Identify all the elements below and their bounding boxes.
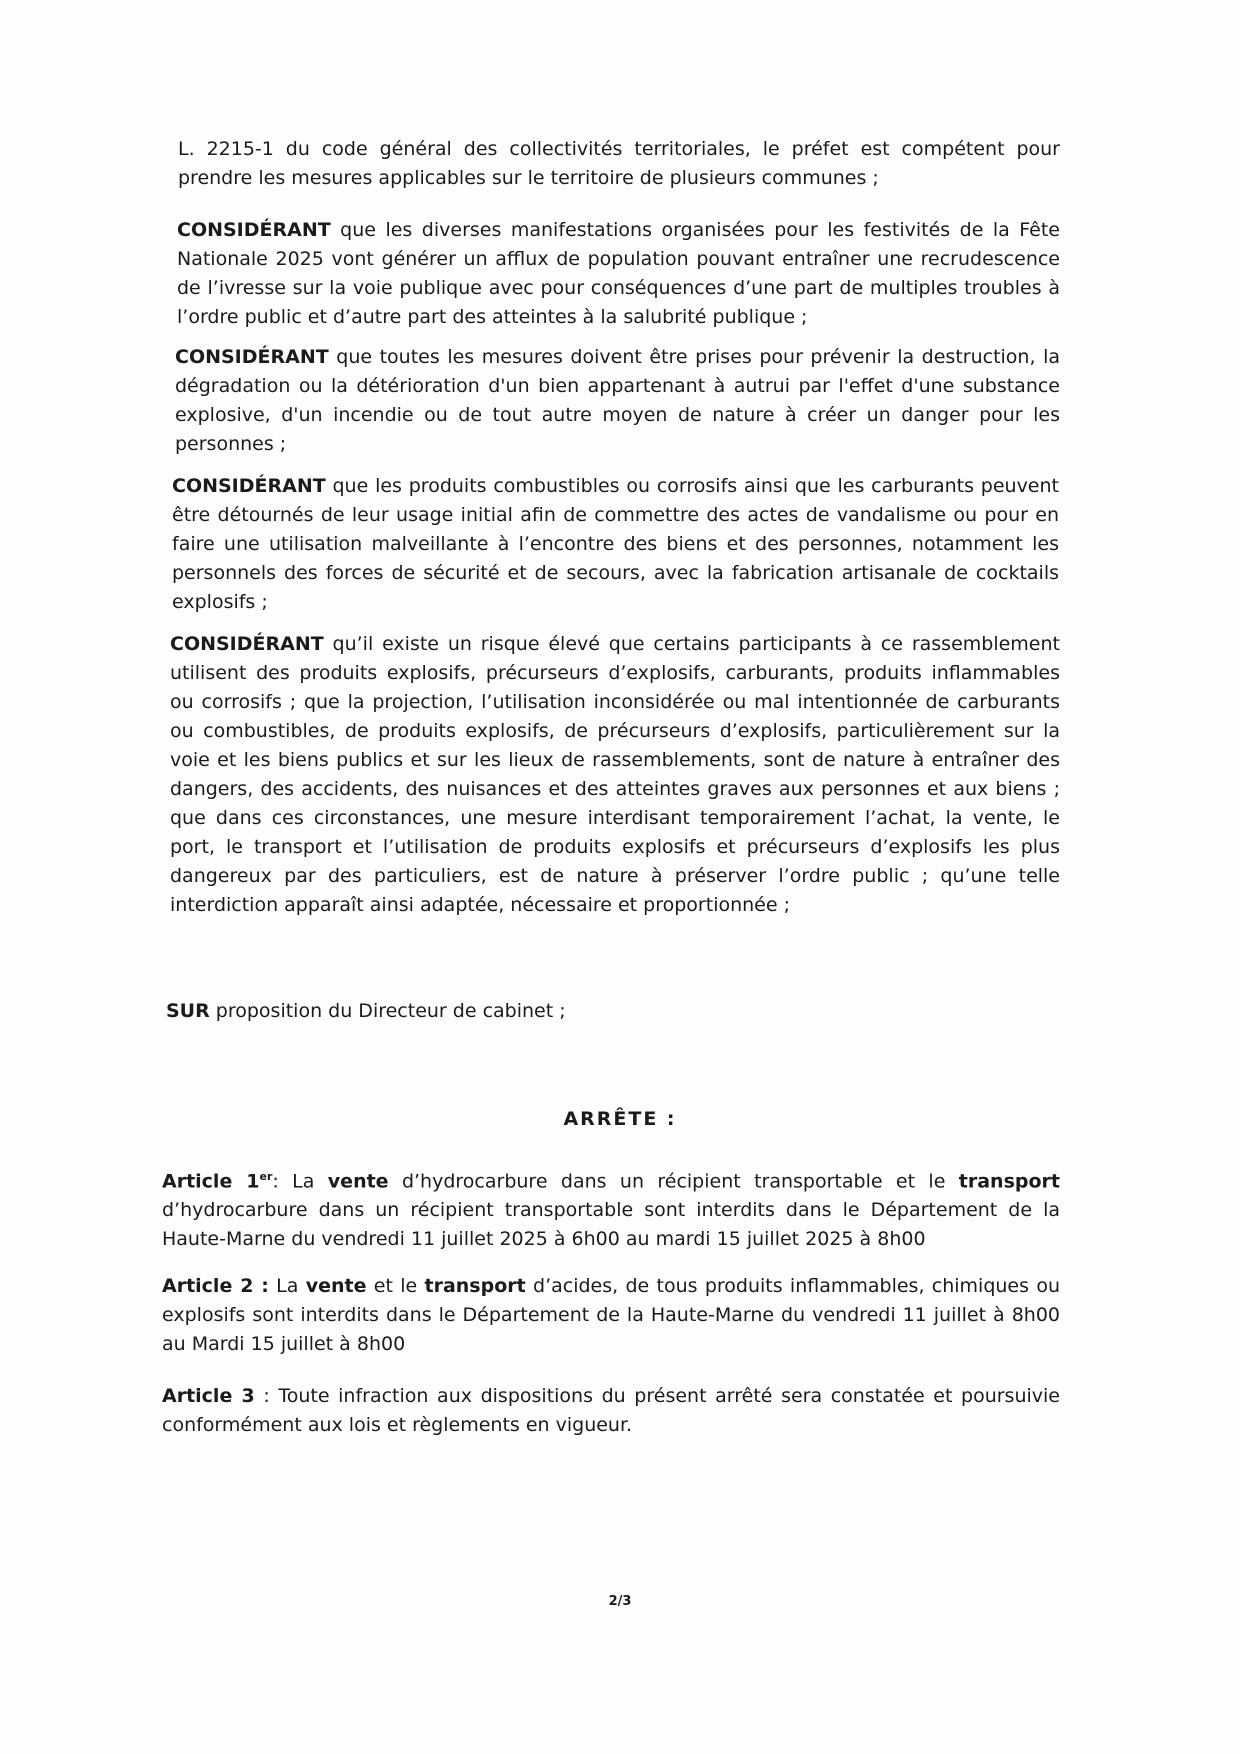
- arrete-heading: ARRÊTE :: [563, 1108, 677, 1130]
- considerant-text: qu’il existe un risque élevé que certains participants à ce rassemblement utilisent des produits explosifs, précurseurs d’explosifs, carburants, produits inflammables ou corrosifs ; que la projection, l’utilisation inconsidérée ou mal intentionnée de carburants ou combustibles, de produits explosifs, de précurseurs d’explosifs, particulièrement sur la voie et les biens publics et sur les lieux de rassemblements, sont de nature à entraîner des dangers, des accidents, des nuisances et des atteintes graves aux personnes et aux biens ; que dans ces circonstances, une mesure interdisant temporairement l’achat, la vente, le port, le transport et l’utilisation de produits explosifs et précurseurs d’explosifs les plus dangereux par des particuliers, est de nature à préserver l’ordre public ; qu’une telle interdiction apparaît ainsi adaptée, nécessaire et proportionnée ;: [170, 633, 1060, 916]
- intro-paragraph: [178, 135, 1060, 193]
- considerant-keyword: CONSIDÉRANT: [177, 219, 331, 241]
- article-superscript: er: [259, 1170, 273, 1183]
- considerant-text: que toutes les mesures doivent être prises pour prévenir la destruction, la dégradation ou la détérioration d'un bien appartenant à autrui par l'effet d'une substance explosive, d'un incendie ou de tout autre moyen de nature à créer un danger pour les personnes ;: [175, 346, 1060, 455]
- article-text: La: [268, 1275, 306, 1297]
- article-text: : La: [272, 1170, 328, 1193]
- sur-proposition-paragraph: [166, 997, 1056, 1026]
- intro-text: L. 2215-1 du code général des collectivités territoriales, le préfet est compétent pour prendre les mesures applicables sur le territoire de plusieurs communes ;: [178, 138, 1060, 189]
- sur-text: proposition du Directeur de cabinet ;: [209, 1000, 566, 1022]
- article-label: Article 1: [162, 1170, 260, 1193]
- article-1: [162, 1162, 1060, 1254]
- considerant-paragraph-3: [172, 472, 1059, 617]
- sur-keyword: SUR: [166, 1000, 210, 1022]
- article-bold-term: transport: [958, 1170, 1060, 1193]
- article-label: Article 3: [162, 1385, 255, 1407]
- article-text: et le: [366, 1275, 425, 1297]
- article-text: d’hydrocarbure dans un récipient transportable et le: [388, 1170, 959, 1193]
- considerant-paragraph-1: [177, 216, 1060, 332]
- page-number: 2/3: [608, 1594, 632, 1609]
- article-text: d’acides, de tous produits inflammables, chimiques ou explosifs sont interdits dans le Département de la Haute-Marne du vendredi 11 juillet à 8h00 au Mardi 15 juillet à 8h00: [162, 1275, 1060, 1355]
- article-text: d’hydrocarbure dans un récipient transportable sont interdits dans le Département de la Haute-Marne du vendredi 11 juillet 2025 à 6h00 au mardi 15 juillet 2025 à 8h00: [162, 1199, 1060, 1251]
- considerant-paragraph-2: [175, 343, 1060, 459]
- considerant-keyword: CONSIDÉRANT: [175, 346, 329, 368]
- considerant-text: que les produits combustibles ou corrosifs ainsi que les carburants peuvent être détournés de leur usage initial afin de commettre des actes de vandalisme ou pour en faire une utilisation malveillante à l’encontre des biens et des personnes, notamment les personnels des forces de sécurité et de secours, avec la fabrication artisanale de cocktails explosifs ;: [172, 475, 1059, 613]
- article-label: Article 2 :: [162, 1275, 269, 1297]
- article-3: [162, 1382, 1060, 1440]
- article-bold-term: vente: [305, 1275, 367, 1297]
- considerant-paragraph-4: [170, 630, 1060, 920]
- article-text: : Toute infraction aux dispositions du présent arrêté sera constatée et poursuivie conformément aux lois et règlements en vigueur.: [162, 1385, 1060, 1436]
- article-bold-term: vente: [327, 1170, 389, 1193]
- article-bold-term: transport: [424, 1275, 526, 1297]
- considerant-keyword: CONSIDÉRANT: [172, 475, 326, 497]
- considerant-keyword: CONSIDÉRANT: [170, 633, 324, 655]
- considerant-text: que les diverses manifestations organisées pour les festivités de la Fête Nationale 2025 vont générer un afflux de population pouvant entraîner une recrudescence de l’ivresse sur la voie publique avec pour conséquences d’une part de multiples troubles à l’ordre public et d’autre part des atteintes à la salubrité publique ;: [177, 219, 1060, 328]
- article-2: [162, 1272, 1060, 1359]
